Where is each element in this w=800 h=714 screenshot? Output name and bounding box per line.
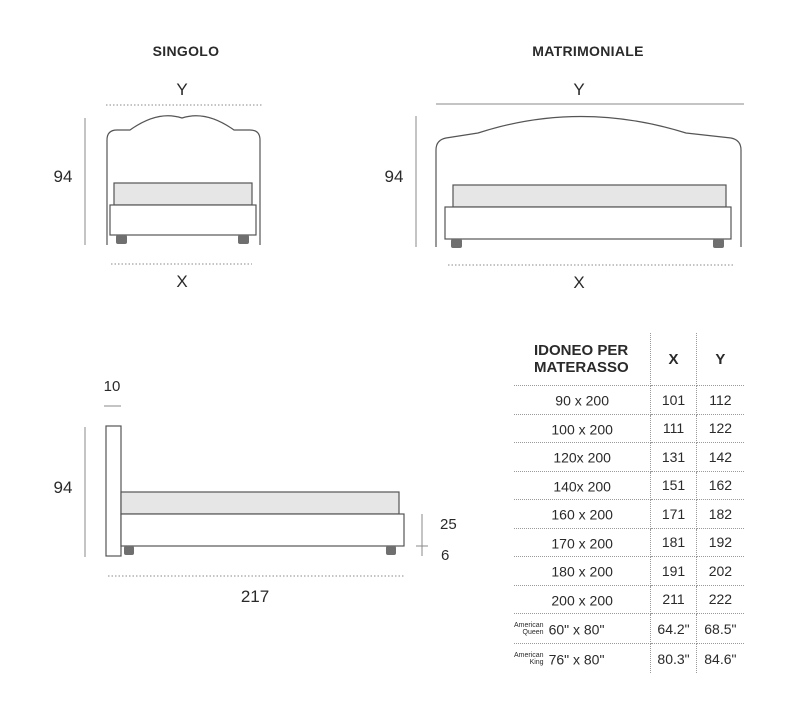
table-row: [514, 500, 744, 529]
table-row: [514, 414, 744, 443]
header-mattress-line1: IDONEO PER: [534, 342, 629, 359]
y-value: 182: [696, 500, 744, 529]
x-value: 211: [651, 585, 696, 614]
mattress-size: 76" x 80": [548, 651, 605, 668]
size-prefix: [514, 622, 544, 636]
x-value: 80.3": [651, 644, 696, 674]
header-mattress: [514, 333, 651, 386]
header-mattress-line2: MATERASSO: [534, 359, 629, 376]
matrimoniale-y-label: Y: [573, 80, 585, 99]
singolo-view: [54, 43, 262, 291]
y-value: 122: [696, 414, 744, 443]
matrimoniale-frame: [445, 207, 731, 239]
side-frame: [121, 514, 404, 546]
size-prefix-line2: King: [529, 659, 544, 667]
header-y: Y: [696, 333, 744, 386]
matrimoniale-height-label: 94: [384, 167, 404, 186]
side-mattress: [121, 492, 399, 514]
x-value: 181: [651, 528, 696, 557]
headboard-thickness-label: 10: [103, 378, 121, 395]
x-value: 131: [651, 443, 696, 472]
x-value: 64.2": [651, 614, 696, 644]
table-row: [514, 471, 744, 500]
y-value: 142: [696, 443, 744, 472]
mattress-size: 90 x 200: [555, 392, 609, 409]
size-prefix-line2: Queen: [522, 629, 544, 637]
singolo-title: SINGOLO: [152, 43, 220, 59]
matrimoniale-view: [385, 43, 744, 292]
feet-height-label: 6: [441, 547, 450, 564]
singolo-mattress: [114, 183, 252, 205]
side-length-label: 217: [240, 587, 270, 606]
mattress-size: 180 x 200: [551, 563, 613, 580]
x-value: 171: [651, 500, 696, 529]
y-value: 202: [696, 557, 744, 586]
mattress-size: 160 x 200: [551, 506, 613, 523]
size-prefix-line1: American: [514, 622, 544, 630]
matrimoniale-foot-left: [451, 239, 462, 248]
singolo-x-label: X: [176, 272, 188, 291]
y-value: 84.6": [704, 650, 737, 667]
y-value: 192: [696, 528, 744, 557]
side-foot-right: [386, 546, 396, 555]
singolo-foot-left: [116, 235, 127, 244]
x-value: 111: [651, 414, 696, 443]
table-row: [514, 644, 744, 674]
x-value: 191: [651, 557, 696, 586]
mattress-size: 120x 200: [553, 449, 611, 466]
side-height-label: 94: [53, 478, 73, 497]
y-value: 112: [696, 386, 744, 415]
table-row: [514, 557, 744, 586]
table-row: [514, 386, 744, 415]
matrimoniale-mattress: [453, 185, 726, 207]
matrimoniale-title: MATRIMONIALE: [532, 43, 644, 59]
header-x: X: [651, 333, 696, 386]
size-prefix-line1: American: [514, 652, 544, 660]
mattress-size: 100 x 200: [551, 420, 613, 437]
table-row: [514, 585, 744, 614]
table-row: [514, 443, 744, 472]
singolo-foot-right: [238, 235, 249, 244]
y-value: 68.5": [696, 614, 744, 644]
x-value: 151: [651, 471, 696, 500]
side-view: [54, 378, 457, 606]
mattress-size: 200 x 200: [551, 591, 613, 608]
singolo-frame: [110, 205, 256, 235]
y-value: 162: [696, 471, 744, 500]
size-prefix: [514, 652, 544, 666]
table-row: [514, 614, 744, 644]
x-value: 101: [651, 386, 696, 415]
mattress-size: 170 x 200: [551, 534, 613, 551]
mattress-size: 140x 200: [553, 477, 611, 494]
table-row: [514, 528, 744, 557]
singolo-y-label: Y: [176, 80, 188, 99]
size-table-header: [514, 333, 744, 386]
singolo-height-label: 94: [53, 167, 73, 186]
mattress-size: 60" x 80": [548, 621, 605, 638]
y-value: 222: [696, 585, 744, 614]
size-table: [514, 333, 744, 673]
side-headboard: [106, 426, 121, 556]
matrimoniale-foot-right: [713, 239, 724, 248]
frame-height-label: 25: [440, 516, 457, 533]
side-foot-left: [124, 546, 134, 555]
matrimoniale-x-label: X: [573, 273, 585, 292]
